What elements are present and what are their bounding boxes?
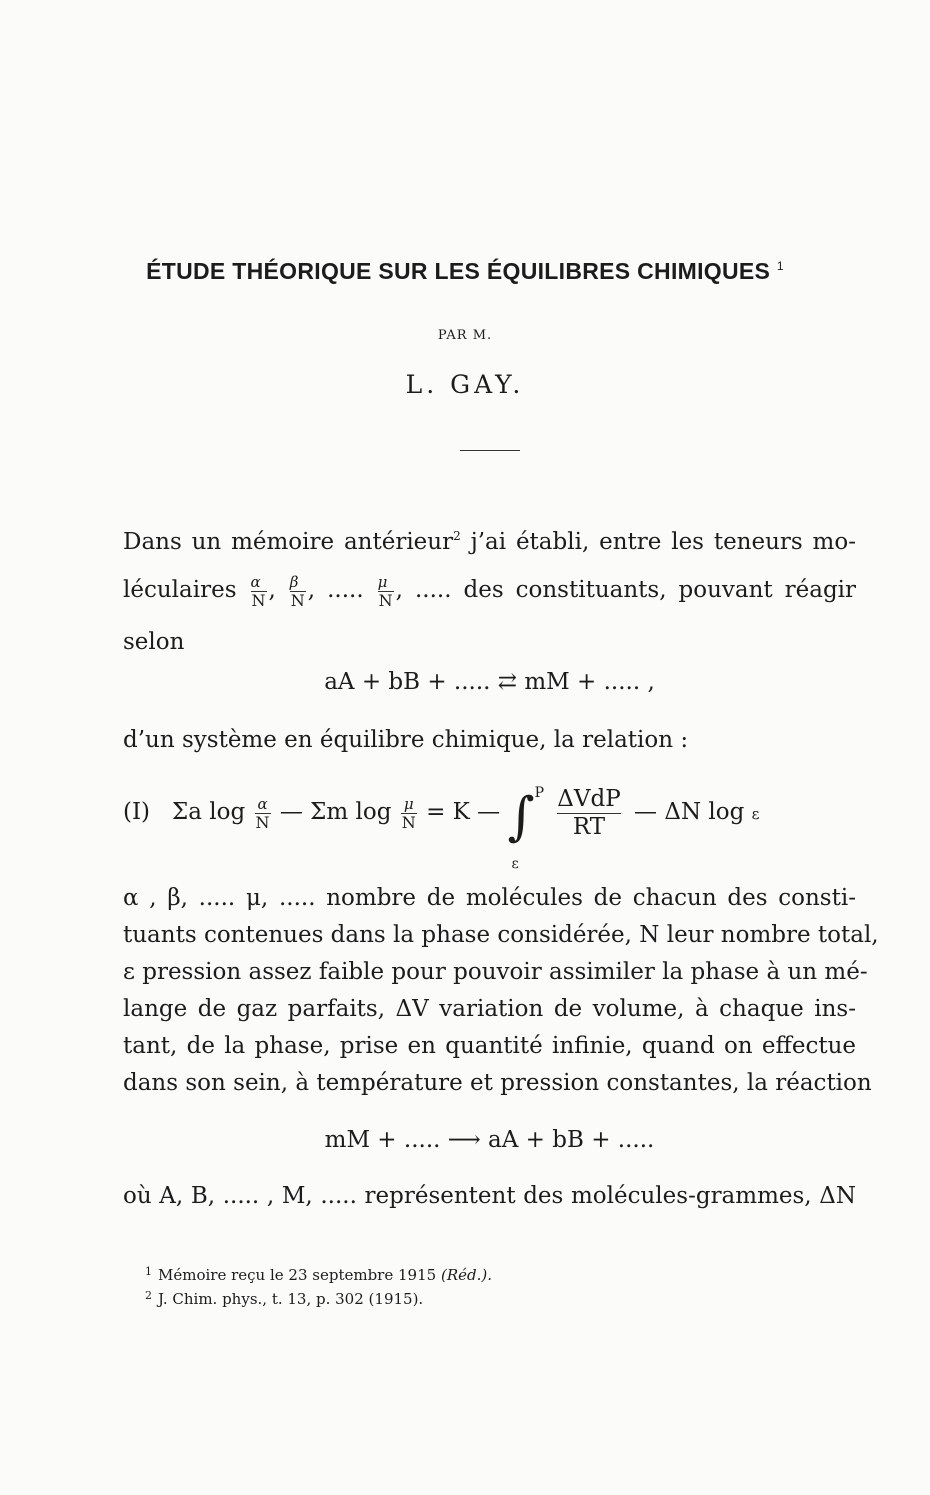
ellipsis: ..... [327, 577, 364, 603]
frac-den: N [401, 812, 416, 832]
frac-num: α [250, 572, 261, 591]
body-line-4: d’un système en équilibre chimique, la relation : [123, 727, 689, 753]
fraction-mu-n-eq [401, 795, 417, 832]
frac-den: N [251, 590, 266, 610]
body-line-7: ε pression assez faible pour pouvoir assimiler la phase à un mé- [123, 959, 868, 985]
fraction-beta-n [290, 573, 306, 610]
frac-den: N [255, 812, 270, 832]
text-span: Dans un mémoire antérieur [123, 529, 454, 555]
title-separator-rule [460, 450, 520, 451]
body-line-1 [123, 518, 856, 561]
footnote-ref-2: 2 [453, 529, 461, 543]
eq-epsilon: ε [751, 805, 760, 823]
frac-num: α [257, 794, 268, 813]
frac-den: N [378, 590, 393, 610]
ellipsis: ..... [414, 577, 452, 603]
eq-sum-m-log: — Σm log [279, 799, 392, 825]
frac-num: β [289, 572, 299, 591]
fraction-dv-dp-rt [557, 786, 620, 841]
byline: PAR M. [437, 328, 493, 343]
body-line-11: où A, B, ..... , M, ..... représentent des molécules-grammes, ΔN [123, 1183, 856, 1209]
footnote-text: J. Chim. phys., t. 13, p. 302 (1915). [158, 1290, 424, 1308]
integral-lower-limit: ε [511, 856, 519, 872]
fraction-alpha-n-eq [255, 795, 271, 832]
frac-den: N [290, 590, 305, 610]
footnote-1 [145, 1260, 492, 1287]
integral-upper-limit: P [534, 785, 544, 801]
text-span: des constituants, pouvant réagir [463, 577, 857, 603]
article-title [0, 258, 930, 285]
frac-num: μ [377, 572, 388, 591]
integral-sign: ∫ [507, 787, 535, 847]
integral-block [507, 782, 544, 872]
fraction-mu-n [378, 573, 394, 610]
frac-num: μ [403, 794, 414, 813]
text-span: j’ai établi, entre les teneurs mo- [470, 529, 856, 555]
footnote-mark: 1 [145, 1265, 152, 1278]
title-text: ÉTUDE THÉORIQUE SUR LES ÉQUILIBRES CHIMIQUES [146, 258, 771, 284]
body-line-2: léculaires $\frac{\alpha}{N}$ , $\frac{\beta}{N}$ , ..... $\frac{\mu}{N}$ , ..... des constituants, pouvant réagir [123, 572, 857, 610]
eq-delta-n-log: — ΔN log [634, 799, 745, 825]
reaction-equation-2: mM + ..... ⟶ aA + bB + ..... [324, 1127, 655, 1153]
equation-label: (I) [123, 799, 151, 825]
eq-equals-k: = K — [426, 799, 501, 825]
footnote-text: Mémoire reçu le 23 septembre 1915 [158, 1266, 437, 1284]
footnote-2 [145, 1284, 423, 1311]
reaction-equation-1: aA + bB + ..... ⇄ mM + ..... , [324, 669, 655, 695]
fraction-alpha-n [251, 573, 267, 610]
footnote-mark: 2 [145, 1289, 152, 1302]
text-span: léculaires [123, 577, 237, 603]
body-line-3: selon [123, 629, 185, 655]
frac-den: RT [557, 813, 620, 841]
equation-I [123, 782, 856, 872]
body-line-8: lange de gaz parfaits, ΔV variation de volume, à chaque ins- [123, 996, 856, 1022]
footnote-italic: (Réd.). [440, 1266, 492, 1284]
body-line-9: tant, de la phase, prise en quantité infinie, quand on effectue [123, 1033, 856, 1059]
frac-num: ΔVdP [557, 785, 621, 812]
eq-sum-a-log: Σa log [171, 799, 246, 825]
body-line-5: α , β, ..... μ, ..... nombre de molécules de chacun des consti- [123, 885, 856, 911]
body-line-10: dans son sein, à température et pression constantes, la réaction [123, 1070, 872, 1096]
author-name: L. GAY. [405, 370, 525, 399]
body-line-6: tuants contenues dans la phase considérée, N leur nombre total, [123, 922, 879, 948]
title-footnote-mark: 1 [776, 259, 784, 273]
